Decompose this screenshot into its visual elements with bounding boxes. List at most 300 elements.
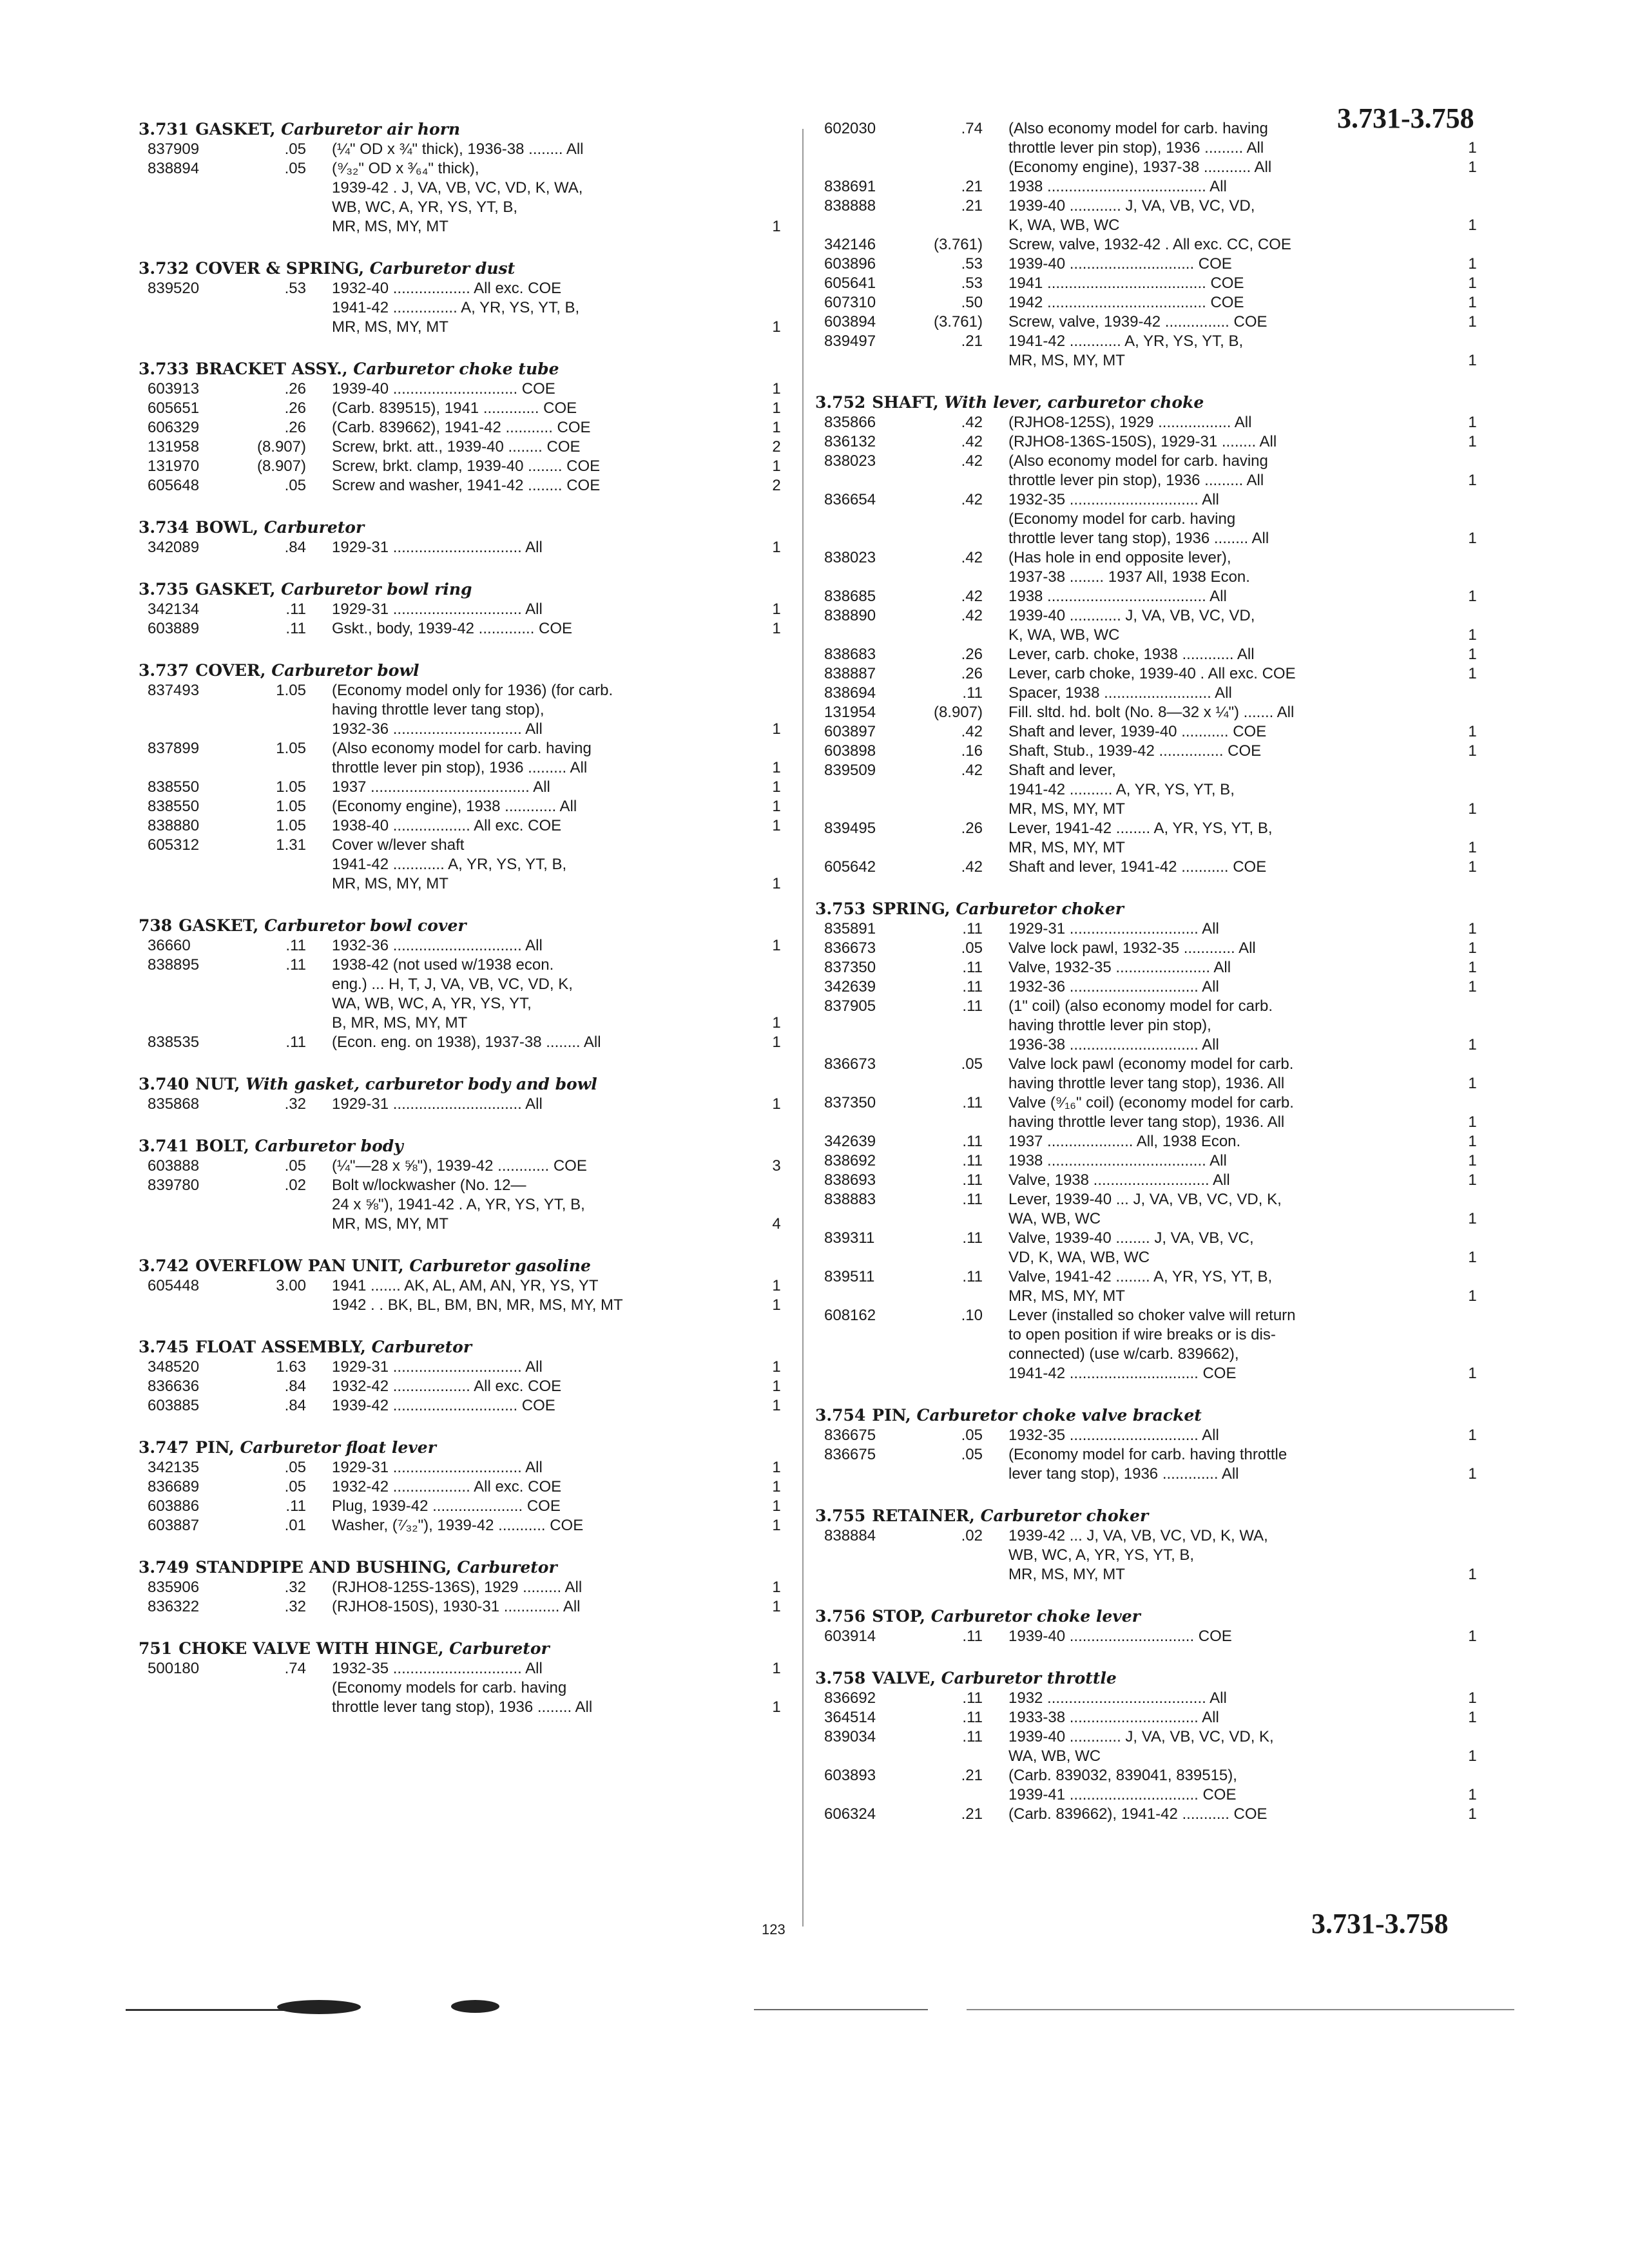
part-row xyxy=(815,919,1485,939)
part-row xyxy=(815,548,1485,587)
section-title: GASKET, xyxy=(195,580,276,599)
part-row xyxy=(815,1151,1485,1171)
part-row xyxy=(815,742,1485,761)
part-price: .05 xyxy=(284,140,306,158)
part-number: 838023 xyxy=(824,452,876,470)
part-number: 836636 xyxy=(148,1378,200,1395)
part-price: .42 xyxy=(961,549,983,566)
part-quantity: 1 xyxy=(1468,1249,1477,1266)
part-row xyxy=(815,1689,1485,1708)
scan-artifact-blob xyxy=(277,2000,361,2014)
part-description: (¼"—28 x ⅝"), 1939-42 ............ COE xyxy=(332,1157,587,1175)
part-number: 608162 xyxy=(824,1307,876,1324)
part-number: 837909 xyxy=(148,140,200,158)
part-number: 838887 xyxy=(824,665,876,682)
part-description: 1938 ..................................... All xyxy=(1008,1152,1227,1169)
section-heading xyxy=(139,1256,789,1276)
part-price: .42 xyxy=(961,491,983,508)
part-number: 836689 xyxy=(148,1478,200,1495)
part-quantity: 1 xyxy=(772,1033,781,1051)
part-description: (Economy models for carb. having throttle lever tang stop), 1936 ........ All xyxy=(332,1679,593,1716)
part-quantity: 1 xyxy=(772,1277,781,1294)
part-quantity: 1 xyxy=(772,620,781,637)
section-subtitle: Carburetor air horn xyxy=(281,120,461,139)
part-price: .11 xyxy=(285,1033,306,1051)
part-price: (8.907) xyxy=(256,457,306,475)
section-subtitle: Carburetor choke valve bracket xyxy=(916,1406,1202,1425)
part-number: 603898 xyxy=(824,742,876,760)
part-row xyxy=(139,1578,789,1597)
part-description: Screw and washer, 1941-42 ........ COE xyxy=(332,477,601,494)
section-number: 3.732 xyxy=(139,259,189,278)
page-number: 123 xyxy=(762,1921,786,1937)
part-description: (⁹⁄₃₂" OD x ³⁄₆₄" thick), 1939-42 . J, VA, VB, VC, VD, K, WA, WB, WC, A, YR, YS, YT, B, MR, MS, MY, MT xyxy=(332,160,583,235)
part-quantity: 1 xyxy=(1468,1628,1477,1645)
part-description: Shaft and lever, 1941-42 .......... A, YR, YS, YT, B, MR, MS, MY, MT xyxy=(1008,762,1235,818)
part-price: .53 xyxy=(961,255,983,273)
catalog-section xyxy=(139,1639,789,1717)
section-number: 3.745 xyxy=(139,1338,189,1356)
part-description: (Economy model only for 1936) (for carb. having throttle lever tang stop), 1932-36 .............................. All xyxy=(332,682,613,738)
part-quantity: 1 xyxy=(1468,1805,1477,1823)
part-description: (Economy engine), 1938 ............ All xyxy=(332,798,577,815)
section-subtitle: Carburetor choker xyxy=(956,899,1124,918)
section-heading xyxy=(139,916,789,936)
catalog-section xyxy=(815,1668,1485,1824)
part-description: (Also economy model for carb. having throttle lever pin stop), 1936 ......... All xyxy=(1008,120,1268,157)
part-description: (1" coil) (also economy model for carb. having throttle lever pin stop), 1936-38 .............................. All xyxy=(1008,997,1273,1053)
part-quantity: 1 xyxy=(772,1296,781,1314)
part-number: 607310 xyxy=(824,294,876,311)
part-price: 3.00 xyxy=(276,1277,306,1294)
section-subtitle: Carburetor xyxy=(264,518,365,537)
part-price: .05 xyxy=(284,1459,306,1476)
part-price: .74 xyxy=(961,120,983,137)
part-row xyxy=(815,1727,1485,1766)
part-description: 1929-31 .............................. All xyxy=(332,539,543,556)
part-description: Lever, carb choke, 1939-40 . All exc. COE xyxy=(1008,665,1296,682)
part-quantity: 1 xyxy=(772,1497,781,1515)
part-description: 1939-40 ............................. COE xyxy=(1008,255,1232,273)
part-description: (Carb. 839032, 839041, 839515), 1939-41 .............................. COE xyxy=(1008,1767,1237,1803)
part-row xyxy=(815,177,1485,197)
part-description: 1932-36 .............................. All xyxy=(1008,978,1219,995)
part-number: 603888 xyxy=(148,1157,200,1175)
section-subtitle: Carburetor throttle xyxy=(941,1669,1117,1687)
part-description: 1929-31 .............................. All xyxy=(332,1095,543,1113)
part-description: Screw, valve, 1932-42 . All exc. CC, COE xyxy=(1008,236,1291,253)
part-number: 131958 xyxy=(148,438,200,456)
part-row xyxy=(139,1176,789,1234)
part-quantity: 1 xyxy=(772,720,781,738)
part-price: .05 xyxy=(961,1446,983,1463)
section-heading xyxy=(139,258,789,279)
section-title: RETAINER, xyxy=(872,1506,975,1525)
part-quantity: 1 xyxy=(1468,414,1477,431)
part-quantity: 1 xyxy=(1468,742,1477,760)
part-row xyxy=(815,645,1485,664)
part-description: (Carb. 839515), 1941 ............. COE xyxy=(332,399,577,417)
section-heading xyxy=(815,1506,1485,1526)
part-description: 1942 ..................................... COE xyxy=(1008,294,1244,311)
section-number: 3.758 xyxy=(815,1669,866,1687)
part-number: 603896 xyxy=(824,255,876,273)
part-row xyxy=(139,1659,789,1678)
part-description: 1939-40 ............................. COE xyxy=(1008,1628,1232,1645)
section-heading xyxy=(815,1405,1485,1426)
part-description: Lever, 1939-40 ... J, VA, VB, VC, VD, K, WA, WB, WC xyxy=(1008,1191,1282,1227)
part-number: 605448 xyxy=(148,1277,200,1294)
catalog-section xyxy=(815,1506,1485,1584)
part-quantity: 1 xyxy=(1468,1210,1477,1227)
part-price: .11 xyxy=(962,1133,983,1150)
part-price: .21 xyxy=(961,1805,983,1823)
part-price: .05 xyxy=(284,1478,306,1495)
part-quantity: 1 xyxy=(772,875,781,892)
part-row xyxy=(139,279,789,337)
part-quantity: 1 xyxy=(772,798,781,815)
scan-artifact-line xyxy=(967,2009,1514,2010)
part-description: Lever (installed so choker valve will return to open position if wire breaks or is dis- connected) (use w/carb. 839662), 1941-42 .............................. COE xyxy=(1008,1307,1296,1382)
part-description: 1929-31 .............................. All xyxy=(1008,920,1219,937)
part-price: (3.761) xyxy=(933,236,983,253)
part-price: .21 xyxy=(961,178,983,195)
section-number: 3.747 xyxy=(139,1438,189,1457)
part-price: .05 xyxy=(961,939,983,957)
part-price: .10 xyxy=(961,1307,983,1324)
part-quantity: 1 xyxy=(1468,959,1477,976)
section-heading xyxy=(815,1668,1485,1689)
part-row xyxy=(139,1477,789,1497)
part-quantity: 1 xyxy=(1468,665,1477,682)
part-price: 1.63 xyxy=(276,1358,306,1376)
part-quantity: 1 xyxy=(772,601,781,618)
part-description: Screw, brkt. att., 1939-40 ........ COE xyxy=(332,438,581,456)
part-quantity: 1 xyxy=(1468,1133,1477,1150)
part-quantity: 1 xyxy=(772,1095,781,1113)
part-row xyxy=(815,413,1485,432)
section-title: CHOKE VALVE WITH HINGE, xyxy=(178,1639,444,1658)
part-row xyxy=(139,739,789,778)
part-price: .11 xyxy=(962,978,983,995)
part-price: .26 xyxy=(284,399,306,417)
part-quantity: 1 xyxy=(1468,1075,1477,1092)
part-price: .11 xyxy=(962,920,983,937)
part-number: 838550 xyxy=(148,798,200,815)
part-row xyxy=(139,619,789,639)
part-row xyxy=(139,1516,789,1535)
part-description: 1938-42 (not used w/1938 econ. eng.) ... H, T, J, VA, VB, VC, VD, K, WA, WB, WC, A, YR, YS, YT, B, MR, MS, MY, MT xyxy=(332,956,573,1032)
part-row xyxy=(139,1033,789,1052)
section-subtitle: Carburetor gasoline xyxy=(409,1256,591,1275)
part-number: 603894 xyxy=(824,313,876,331)
section-range-footer: 3.731-3.758 xyxy=(1311,1908,1449,1939)
part-description: 1932-42 .................. All exc. COE xyxy=(332,1378,562,1395)
part-description: Plug, 1939-42 ..................... COE xyxy=(332,1497,561,1515)
section-subtitle: Carburetor body xyxy=(255,1137,403,1155)
part-quantity: 2 xyxy=(772,438,781,456)
part-number: 836322 xyxy=(148,1598,200,1615)
catalog-section xyxy=(139,1256,789,1315)
part-price: .01 xyxy=(284,1517,306,1534)
part-price: .26 xyxy=(961,665,983,682)
part-price: .42 xyxy=(961,433,983,450)
part-description: 1939-42 ............................. COE xyxy=(332,1397,555,1414)
section-number: 3.733 xyxy=(139,360,189,378)
part-row xyxy=(815,722,1485,742)
catalog-section xyxy=(815,1606,1485,1646)
part-number: 342135 xyxy=(148,1459,200,1476)
part-price: .42 xyxy=(961,723,983,740)
part-price: .32 xyxy=(284,1095,306,1113)
part-price: .26 xyxy=(284,419,306,436)
part-number: 837493 xyxy=(148,682,200,699)
part-price: .21 xyxy=(961,1767,983,1784)
part-quantity: 1 xyxy=(1468,472,1477,489)
section-heading xyxy=(815,899,1485,919)
part-number: 131970 xyxy=(148,457,200,475)
part-description: 1937 ..................................... All xyxy=(332,778,550,796)
section-subtitle: Carburetor choke tube xyxy=(353,360,559,378)
part-quantity: 1 xyxy=(1468,978,1477,995)
section-number: 3.749 xyxy=(139,1558,189,1577)
section-number: 3.734 xyxy=(139,518,189,537)
section-title: PIN, xyxy=(872,1406,911,1425)
part-description: 1941-42 ............ A, YR, YS, YT, B, MR, MS, MY, MT xyxy=(1008,332,1244,369)
part-description: (Carb. 839662), 1941-42 ........... COE xyxy=(332,419,591,436)
part-number: 838023 xyxy=(824,549,876,566)
part-number: 838883 xyxy=(824,1191,876,1208)
part-quantity: 1 xyxy=(1468,139,1477,157)
part-row xyxy=(815,293,1485,312)
part-quantity: 1 xyxy=(1468,313,1477,331)
part-price: (8.907) xyxy=(256,438,306,456)
section-number: 3.756 xyxy=(815,1607,866,1626)
right-column xyxy=(815,119,1485,1846)
part-description: Shaft, Stub., 1939-42 ............... COE xyxy=(1008,742,1262,760)
part-row xyxy=(815,274,1485,293)
part-row xyxy=(815,1445,1485,1484)
part-price: .05 xyxy=(284,160,306,177)
part-number: 838895 xyxy=(148,956,200,974)
part-number: 839511 xyxy=(824,1268,875,1285)
part-price: .11 xyxy=(962,1689,983,1707)
section-subtitle: Carburetor bowl xyxy=(271,661,419,680)
part-quantity: 1 xyxy=(772,937,781,954)
part-number: 838890 xyxy=(824,607,876,624)
part-quantity: 1 xyxy=(1468,1036,1477,1053)
part-row xyxy=(815,1426,1485,1445)
part-number: 838884 xyxy=(824,1527,876,1544)
part-row xyxy=(139,1458,789,1477)
section-range-header: 3.731-3.758 xyxy=(1337,102,1474,134)
part-row xyxy=(815,703,1485,722)
part-description: (Economy engine), 1937-38 ........... All xyxy=(1008,159,1272,176)
part-price: .26 xyxy=(284,380,306,398)
part-number: 603913 xyxy=(148,380,200,398)
part-quantity: 1 xyxy=(1468,1171,1477,1189)
catalog-section xyxy=(815,119,1485,370)
catalog-section xyxy=(139,258,789,337)
part-number: 500180 xyxy=(148,1660,200,1677)
part-description: 1932 ..................................... All xyxy=(1008,1689,1227,1707)
catalog-section xyxy=(815,899,1485,1383)
part-price: .53 xyxy=(284,280,306,297)
section-heading xyxy=(139,1437,789,1458)
part-row xyxy=(815,1627,1485,1646)
part-number: 348520 xyxy=(148,1358,200,1376)
section-title: BRACKET ASSY., xyxy=(195,360,348,378)
part-description: (Econ. eng. on 1938), 1937-38 ........ All xyxy=(332,1033,601,1051)
part-quantity: 1 xyxy=(1468,352,1477,369)
part-row xyxy=(139,816,789,836)
part-price: .11 xyxy=(962,1628,983,1645)
part-description: Valve lock pawl, 1932-35 ............ All xyxy=(1008,939,1256,957)
part-price: .02 xyxy=(961,1527,983,1544)
part-description: 1932-36 .............................. All xyxy=(332,937,543,954)
part-quantity: 1 xyxy=(1468,626,1477,644)
part-number: 838685 xyxy=(824,588,876,605)
part-row xyxy=(139,1095,789,1114)
part-row xyxy=(139,399,789,418)
part-description: Shaft and lever, 1939-40 ........... COE xyxy=(1008,723,1267,740)
part-quantity: 1 xyxy=(1468,1709,1477,1726)
part-price: .11 xyxy=(962,1152,983,1169)
part-description: (RJHO8-125S), 1929 ................. All xyxy=(1008,414,1252,431)
section-number: 3.741 xyxy=(139,1137,189,1155)
part-quantity: 1 xyxy=(1468,159,1477,176)
part-number: 605642 xyxy=(824,858,876,876)
part-price: .02 xyxy=(284,1177,306,1194)
part-quantity: 1 xyxy=(1468,1287,1477,1305)
part-row xyxy=(815,664,1485,684)
part-quantity: 1 xyxy=(1468,216,1477,234)
part-number: 36660 xyxy=(148,937,191,954)
part-price: .11 xyxy=(962,1709,983,1726)
section-subtitle: Carburetor xyxy=(457,1558,557,1577)
part-quantity: 1 xyxy=(1468,1365,1477,1382)
part-price: .11 xyxy=(285,956,306,974)
part-number: 603886 xyxy=(148,1497,200,1515)
part-description: Screw, valve, 1939-42 ............... COE xyxy=(1008,313,1268,331)
part-description: 1929-31 .............................. All xyxy=(332,1358,543,1376)
part-number: 603885 xyxy=(148,1397,200,1414)
part-quantity: 2 xyxy=(772,477,781,494)
section-title: OVERFLOW PAN UNIT, xyxy=(195,1256,404,1275)
part-row xyxy=(815,1526,1485,1584)
part-price: .26 xyxy=(961,646,983,663)
part-number: 342639 xyxy=(824,1133,876,1150)
part-price: 1.05 xyxy=(276,798,306,815)
section-number: 738 xyxy=(139,916,173,935)
part-price: 1.31 xyxy=(276,836,306,854)
part-row xyxy=(815,997,1485,1055)
part-quantity: 1 xyxy=(1468,723,1477,740)
part-row xyxy=(815,158,1485,177)
part-description: 1941 ....... AK, AL, AM, AN, YR, YS, YT xyxy=(332,1277,599,1294)
part-number: 835906 xyxy=(148,1579,200,1596)
part-number: 835868 xyxy=(148,1095,200,1113)
part-description: 1932-35 .............................. All xyxy=(1008,1427,1219,1444)
part-number: 606329 xyxy=(148,419,200,436)
part-quantity: 1 xyxy=(1468,1566,1477,1583)
part-row xyxy=(139,1377,789,1396)
section-title: BOWL, xyxy=(195,518,259,537)
scan-artifact-blob xyxy=(451,2000,499,2013)
section-subtitle: With gasket, carburetor body and bowl xyxy=(246,1075,597,1093)
part-row xyxy=(815,1805,1485,1824)
part-quantity: 1 xyxy=(772,1698,781,1716)
part-description: 1932-40 .................. All exc. COE 1941-42 ............... A, YR, YS, YT, B, MR, MS, MY, MT xyxy=(332,280,580,336)
part-price: .11 xyxy=(962,1191,983,1208)
part-price: .53 xyxy=(961,274,983,292)
catalog-section xyxy=(139,579,789,639)
part-row xyxy=(815,1093,1485,1132)
section-heading xyxy=(139,119,789,140)
part-quantity: 1 xyxy=(1468,588,1477,605)
part-quantity: 1 xyxy=(772,380,781,398)
part-row xyxy=(139,1276,789,1296)
part-row xyxy=(815,606,1485,645)
part-quantity: 1 xyxy=(772,759,781,776)
part-row xyxy=(815,332,1485,370)
section-title: BOLT, xyxy=(195,1137,249,1155)
part-row xyxy=(815,1267,1485,1306)
part-number: 342134 xyxy=(148,601,200,618)
part-row xyxy=(815,432,1485,452)
part-quantity: 3 xyxy=(772,1157,781,1175)
part-price: .11 xyxy=(285,620,306,637)
part-price: .42 xyxy=(961,414,983,431)
section-title: COVER, xyxy=(195,661,266,680)
part-row xyxy=(139,1157,789,1176)
part-quantity: 1 xyxy=(1468,1152,1477,1169)
part-row xyxy=(139,778,789,797)
part-row xyxy=(815,587,1485,606)
section-title: VALVE, xyxy=(872,1669,936,1687)
part-description: Lever, 1941-42 ........ A, YR, YS, YT, B, MR, MS, MY, MT xyxy=(1008,820,1273,856)
part-quantity: 1 xyxy=(772,1358,781,1376)
part-number: 838894 xyxy=(148,160,200,177)
part-price: .42 xyxy=(961,858,983,876)
section-title: STOP, xyxy=(872,1607,926,1626)
section-heading xyxy=(139,1557,789,1578)
part-number: 838694 xyxy=(824,684,876,702)
part-price: .84 xyxy=(284,539,306,556)
part-quantity: 1 xyxy=(772,1660,781,1677)
part-price: .42 xyxy=(961,762,983,779)
section-subtitle: Carburetor choke lever xyxy=(930,1607,1141,1626)
part-row xyxy=(139,797,789,816)
part-row xyxy=(815,1229,1485,1267)
part-row xyxy=(139,681,789,739)
catalog-section xyxy=(139,660,789,894)
part-description: (RJHO8-125S-136S), 1929 ......... All xyxy=(332,1579,583,1596)
section-subtitle: Carburetor xyxy=(371,1338,472,1356)
section-heading xyxy=(815,1606,1485,1627)
part-quantity: 1 xyxy=(772,817,781,834)
part-number: 836673 xyxy=(824,1055,876,1073)
part-number: 839780 xyxy=(148,1177,200,1194)
part-quantity: 1 xyxy=(1468,1427,1477,1444)
part-quantity: 1 xyxy=(1468,255,1477,273)
part-description: 1942 . . BK, BL, BM, BN, MR, MS, MY, MT xyxy=(332,1296,623,1314)
left-column xyxy=(139,119,789,1739)
section-title: SHAFT, xyxy=(872,393,939,412)
catalog-section xyxy=(139,517,789,557)
part-number: 605648 xyxy=(148,477,200,494)
part-price: .32 xyxy=(284,1579,306,1596)
